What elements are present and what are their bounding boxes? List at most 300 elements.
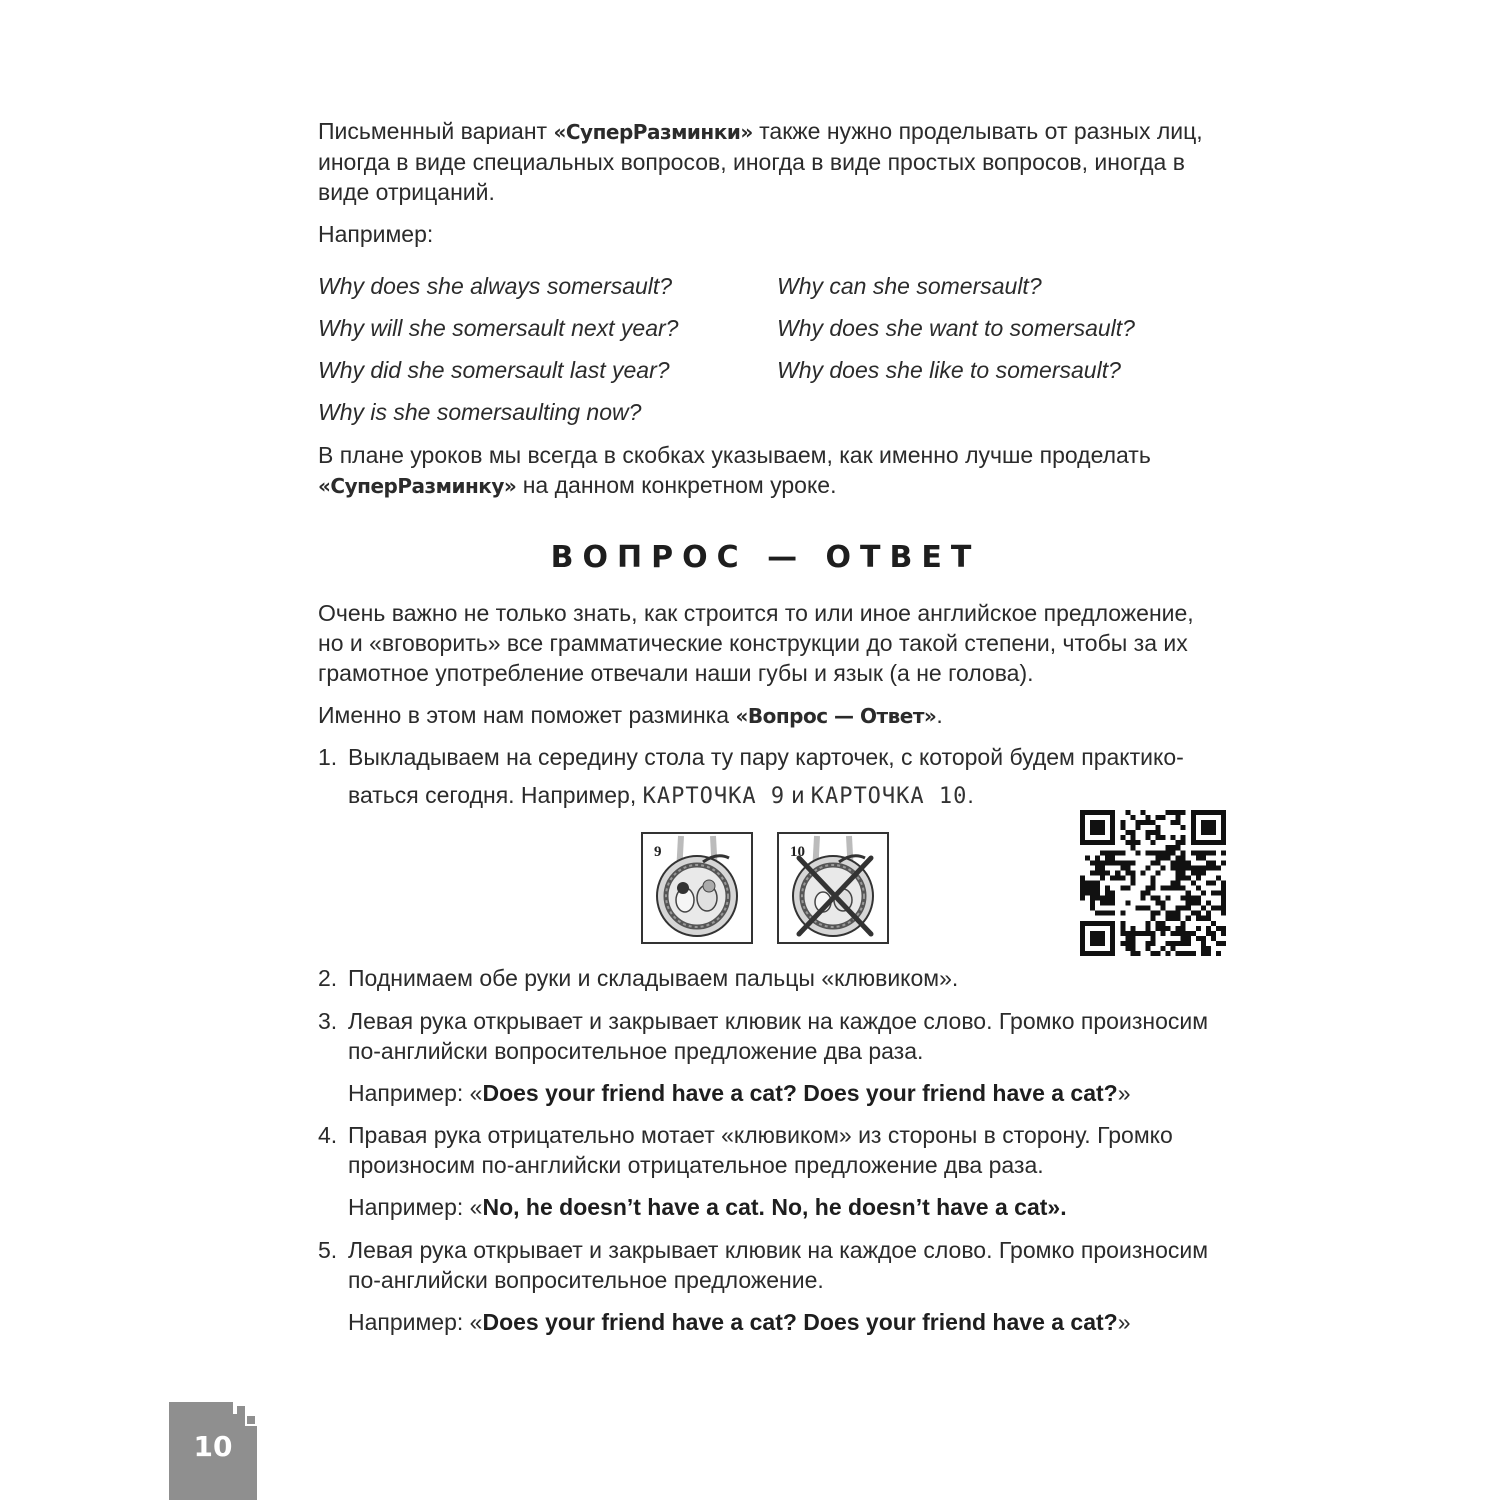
qr-module: [1120, 875, 1125, 880]
qr-module: [1110, 941, 1115, 946]
qr-module: [1196, 865, 1201, 870]
qr-module: [1196, 916, 1201, 921]
qr-module: [1221, 941, 1226, 946]
qr-module: [1181, 875, 1186, 880]
example-label: Например: «: [348, 1309, 483, 1335]
qr-module: [1135, 951, 1140, 956]
intro-importance-paragraph: Очень важно не только знать, как строится то или иное английское предложение, но и «вговорить» все грамматические конструкции до такой степени, чтобы за их грамотное употребление отвечали наши губы и язык (а не голова).: [318, 600, 1194, 686]
qr-module: [1161, 906, 1166, 911]
qr-module: [1221, 835, 1226, 840]
qr-module: [1181, 931, 1186, 936]
qr-module: [1110, 946, 1115, 951]
qr-module: [1125, 840, 1130, 845]
qr-module: [1135, 820, 1140, 825]
qr-module: [1090, 830, 1095, 835]
example-end: »: [1117, 1080, 1131, 1106]
qr-module: [1186, 860, 1191, 865]
qr-module: [1095, 810, 1100, 815]
qr-module: [1115, 870, 1120, 875]
qr-module: [1186, 941, 1191, 946]
qr-module: [1191, 931, 1196, 936]
qr-module: [1110, 835, 1115, 840]
qr-module: [1110, 840, 1115, 845]
qr-module: [1191, 896, 1196, 901]
qr-module: [1191, 830, 1196, 835]
qr-module: [1206, 860, 1211, 865]
qr-module: [1150, 850, 1155, 855]
qr-module: [1100, 896, 1105, 901]
qr-module: [1080, 875, 1085, 880]
qr-module: [1201, 820, 1206, 825]
qr-module: [1100, 830, 1105, 835]
qr-module: [1150, 840, 1155, 845]
qr-module: [1090, 936, 1095, 941]
card-ref-joiner: и: [785, 782, 811, 808]
qr-module: [1211, 931, 1216, 936]
qr-module: [1130, 835, 1135, 840]
qr-module: [1221, 830, 1226, 835]
qr-module: [1221, 820, 1226, 825]
qr-module: [1206, 820, 1211, 825]
qr-module: [1176, 810, 1181, 815]
qr-module: [1080, 936, 1085, 941]
qr-module: [1156, 860, 1161, 865]
brand-super-warmup: «СуперРазминки»: [553, 120, 753, 144]
qr-module: [1125, 860, 1130, 865]
qr-module: [1105, 901, 1110, 906]
example-label: Например: «: [348, 1194, 483, 1220]
qr-module: [1196, 896, 1201, 901]
qr-module: [1181, 810, 1186, 815]
qr-module: [1211, 810, 1216, 815]
qr-module: [1100, 850, 1105, 855]
qr-module: [1221, 860, 1226, 865]
qr-module: [1080, 820, 1085, 825]
qr-module: [1145, 921, 1150, 926]
qr-module: [1150, 820, 1155, 825]
step-number: 1.: [318, 744, 338, 770]
qr-module: [1181, 906, 1186, 911]
qr-module: [1110, 825, 1115, 830]
intro-text-start: Письменный вариант: [318, 118, 554, 144]
example-end: ».: [1047, 1194, 1067, 1220]
qr-module: [1196, 870, 1201, 875]
qr-module: [1095, 855, 1100, 860]
qr-module: [1110, 850, 1115, 855]
qr-module: [1156, 830, 1161, 835]
qr-module: [1120, 941, 1125, 946]
qr-module: [1125, 870, 1130, 875]
qr-module: [1115, 875, 1120, 880]
qr-module: [1115, 860, 1120, 865]
step-3-text: Левая рука открывает и закрывает клювик на каждое слово. Громко произносим по-английски вопросительное предложение два раза.: [348, 1008, 1209, 1064]
step-5-text: Левая рука открывает и закрывает клювик на каждое слово. Громко произносим по-английски вопросительное предложение.: [348, 1237, 1209, 1293]
qr-module: [1095, 891, 1100, 896]
qr-module: [1181, 870, 1186, 875]
qr-module: [1186, 936, 1191, 941]
qr-module: [1156, 926, 1161, 931]
qr-module: [1100, 911, 1105, 916]
qr-module: [1130, 880, 1135, 885]
qr-module: [1181, 855, 1186, 860]
qr-module: [1080, 951, 1085, 956]
qr-module: [1221, 825, 1226, 830]
qr-module: [1130, 845, 1135, 850]
step-4-example: [348, 1192, 1214, 1222]
qr-module: [1156, 901, 1161, 906]
example-left-3: Why did she somersault last year?: [318, 357, 670, 383]
qr-module: [1161, 901, 1166, 906]
qr-module: [1085, 891, 1090, 896]
qr-module: [1221, 911, 1226, 916]
qr-module: [1150, 941, 1155, 946]
qr-module: [1201, 810, 1206, 815]
qr-module: [1206, 865, 1211, 870]
qr-module: [1085, 880, 1090, 885]
qr-module: [1100, 865, 1105, 870]
qr-module: [1206, 931, 1211, 936]
qr-module: [1156, 896, 1161, 901]
qr-module: [1095, 830, 1100, 835]
qr-module: [1181, 850, 1186, 855]
step-number: 3.: [318, 1008, 338, 1034]
qr-module: [1176, 865, 1181, 870]
qr-module: [1140, 870, 1145, 875]
qr-module: [1171, 810, 1176, 815]
qr-module: [1125, 936, 1130, 941]
qr-module: [1120, 820, 1125, 825]
qr-module: [1090, 896, 1095, 901]
qr-module: [1201, 850, 1206, 855]
qr-module: [1150, 860, 1155, 865]
qr-module: [1201, 865, 1206, 870]
qr-module: [1150, 951, 1155, 956]
qr-module: [1110, 896, 1115, 901]
qr-module: [1120, 926, 1125, 931]
qr-module: [1110, 936, 1115, 941]
qr-module: [1156, 911, 1161, 916]
qr-module: [1196, 810, 1201, 815]
card-9-number: 9: [654, 844, 662, 860]
qr-module: [1095, 820, 1100, 825]
qr-module: [1095, 921, 1100, 926]
qr-module: [1161, 931, 1166, 936]
qr-module: [1181, 840, 1186, 845]
qr-module: [1095, 860, 1100, 865]
qr-module: [1105, 891, 1110, 896]
qr-module: [1171, 865, 1176, 870]
qr-module: [1140, 896, 1145, 901]
qr-module: [1211, 865, 1216, 870]
qr-module: [1125, 810, 1130, 815]
qr-module: [1176, 916, 1181, 921]
qr-module: [1191, 865, 1196, 870]
qr-module: [1196, 875, 1201, 880]
qr-module: [1166, 855, 1171, 860]
qr-module: [1105, 951, 1110, 956]
qr-module: [1080, 810, 1085, 815]
qr-module: [1201, 855, 1206, 860]
qr-module: [1090, 825, 1095, 830]
qr-module: [1130, 926, 1135, 931]
qr-module: [1085, 840, 1090, 845]
qr-module: [1145, 865, 1150, 870]
qr-module: [1150, 875, 1155, 880]
qr-module: [1181, 865, 1186, 870]
example-right-3: Why does she like to somersault?: [777, 357, 1121, 383]
qr-module: [1171, 941, 1176, 946]
qr-module: [1105, 886, 1110, 891]
qr-module: [1206, 911, 1211, 916]
qr-module: [1201, 840, 1206, 845]
qr-module: [1171, 911, 1176, 916]
qr-module: [1176, 880, 1181, 885]
qr-module: [1191, 880, 1196, 885]
qr-module: [1100, 820, 1105, 825]
qr-module: [1130, 815, 1135, 820]
qr-module: [1090, 860, 1095, 865]
qr-module: [1221, 810, 1226, 815]
qr-module: [1221, 896, 1226, 901]
qr-module: [1211, 880, 1216, 885]
qr-module: [1115, 850, 1120, 855]
qr-module: [1090, 891, 1095, 896]
qr-module: [1080, 886, 1085, 891]
qr-module: [1130, 875, 1135, 880]
qr-module: [1156, 850, 1161, 855]
qr-module: [1161, 946, 1166, 951]
qr-module: [1171, 916, 1176, 921]
qr-module: [1186, 916, 1191, 921]
example-end: »: [1117, 1309, 1131, 1335]
qr-module: [1176, 951, 1181, 956]
qr-module: [1171, 880, 1176, 885]
qr-module: [1176, 815, 1181, 820]
qr-module: [1216, 906, 1221, 911]
qr-module: [1080, 825, 1085, 830]
qr-module: [1206, 825, 1211, 830]
qr-module: [1161, 835, 1166, 840]
qr-module: [1140, 820, 1145, 825]
qr-module: [1166, 926, 1171, 931]
qr-module: [1196, 936, 1201, 941]
qr-module: [1130, 931, 1135, 936]
qr-module: [1080, 946, 1085, 951]
qr-module: [1090, 880, 1095, 885]
qr-module: [1125, 886, 1130, 891]
qr-module: [1181, 835, 1186, 840]
qr-module: [1080, 815, 1085, 820]
qr-module: [1145, 820, 1150, 825]
qr-module: [1150, 880, 1155, 885]
qr-module: [1090, 870, 1095, 875]
qr-module: [1191, 870, 1196, 875]
qr-module: [1085, 921, 1090, 926]
qr-module: [1100, 921, 1105, 926]
qr-module: [1090, 840, 1095, 845]
qr-module: [1186, 865, 1191, 870]
qr-module: [1125, 901, 1130, 906]
qr-code[interactable]: [1080, 810, 1226, 956]
qr-module: [1095, 865, 1100, 870]
qr-module: [1161, 850, 1166, 855]
qr-module: [1110, 926, 1115, 931]
qr-module: [1176, 875, 1181, 880]
qr-module: [1221, 926, 1226, 931]
qr-module: [1191, 825, 1196, 830]
qr-module: [1090, 820, 1095, 825]
step-1-text: Выкладываем на середину стола ту пару карточек, с которой будем практико-ваться сегодня. Например,: [348, 744, 1184, 808]
qr-module: [1150, 886, 1155, 891]
qr-module: [1130, 946, 1135, 951]
step-1-end: .: [967, 782, 974, 808]
qr-module: [1110, 931, 1115, 936]
qr-module: [1130, 840, 1135, 845]
qr-module: [1206, 810, 1211, 815]
qr-module: [1196, 840, 1201, 845]
qr-module: [1206, 850, 1211, 855]
qr-module: [1186, 951, 1191, 956]
qr-module: [1211, 921, 1216, 926]
qr-module: [1206, 951, 1211, 956]
qr-module: [1110, 911, 1115, 916]
qr-module: [1095, 931, 1100, 936]
step-number: 2.: [318, 965, 338, 991]
qr-module: [1090, 810, 1095, 815]
qr-module: [1206, 926, 1211, 931]
qr-module: [1145, 946, 1150, 951]
qr-module: [1156, 815, 1161, 820]
qr-module: [1156, 825, 1161, 830]
qr-module: [1181, 936, 1186, 941]
card-ref-10: КАРТОЧКА 10: [810, 784, 968, 809]
qr-module: [1211, 825, 1216, 830]
qr-module: [1216, 840, 1221, 845]
warmup-intro-paragraph: [318, 700, 1213, 731]
page-number: 10: [193, 1430, 233, 1463]
qr-module: [1110, 815, 1115, 820]
qr-module: [1125, 941, 1130, 946]
qr-module: [1161, 921, 1166, 926]
qr-module: [1105, 850, 1110, 855]
qr-module: [1206, 830, 1211, 835]
qr-module: [1221, 901, 1226, 906]
qr-module: [1171, 820, 1176, 825]
qr-module: [1156, 835, 1161, 840]
example-right-2: Why does she want to somersault?: [777, 315, 1135, 341]
qr-module: [1221, 880, 1226, 885]
qr-module: [1095, 896, 1100, 901]
qr-module: [1211, 936, 1216, 941]
plan-text-start: В плане уроков мы всегда в скобках указываем, как именно лучше проделать: [318, 442, 1151, 468]
qr-module: [1095, 886, 1100, 891]
example-label: Например: «: [348, 1080, 483, 1106]
step-number: 4.: [318, 1122, 338, 1148]
qr-module: [1110, 921, 1115, 926]
qr-module: [1201, 870, 1206, 875]
qr-module: [1135, 850, 1140, 855]
card-10-image: [777, 832, 889, 944]
qr-module: [1201, 941, 1206, 946]
qr-module: [1191, 810, 1196, 815]
qr-module: [1105, 870, 1110, 875]
qr-module: [1196, 911, 1201, 916]
qr-module: [1161, 855, 1166, 860]
qr-module: [1100, 931, 1105, 936]
qr-module: [1166, 951, 1171, 956]
qr-module: [1085, 886, 1090, 891]
qr-module: [1095, 870, 1100, 875]
qr-module: [1221, 840, 1226, 845]
qr-module: [1161, 886, 1166, 891]
qr-module: [1166, 941, 1171, 946]
qr-module: [1110, 901, 1115, 906]
qr-module: [1201, 825, 1206, 830]
qr-module: [1145, 906, 1150, 911]
step-number: 5.: [318, 1237, 338, 1263]
step-4-text: Правая рука отрицательно мотает «клювиком» из стороны в сторону. Громко произносим по-английски отрицательное предложение два раза.: [348, 1122, 1173, 1178]
qr-module: [1100, 936, 1105, 941]
qr-module: [1100, 951, 1105, 956]
qr-module: [1110, 830, 1115, 835]
qr-module: [1176, 840, 1181, 845]
card-ref-9: КАРТОЧКА 9: [642, 784, 786, 809]
qr-module: [1080, 926, 1085, 931]
qr-module: [1196, 926, 1201, 931]
qr-module: [1196, 886, 1201, 891]
qr-module: [1166, 886, 1171, 891]
qr-module: [1166, 810, 1171, 815]
qr-module: [1156, 855, 1161, 860]
qr-module: [1120, 886, 1125, 891]
qr-module: [1090, 951, 1095, 956]
qr-module: [1110, 855, 1115, 860]
qr-module: [1145, 931, 1150, 936]
qr-module: [1191, 911, 1196, 916]
qr-module: [1211, 906, 1216, 911]
qr-module: [1130, 870, 1135, 875]
qr-module: [1171, 860, 1176, 865]
qr-module: [1105, 896, 1110, 901]
qr-module: [1105, 855, 1110, 860]
example-sentence: No, he doesn’t have a cat. No, he doesn’t have a cat: [482, 1194, 1048, 1220]
qr-module: [1150, 936, 1155, 941]
qr-module: [1105, 921, 1110, 926]
qr-module: [1216, 941, 1221, 946]
qr-module: [1095, 911, 1100, 916]
qr-module: [1221, 891, 1226, 896]
qr-module: [1100, 901, 1105, 906]
qr-module: [1191, 850, 1196, 855]
qr-module: [1120, 825, 1125, 830]
example-sentence: Does your friend have a cat? Does your friend have a cat?: [482, 1309, 1118, 1335]
qr-module: [1221, 931, 1226, 936]
qr-module: [1191, 951, 1196, 956]
qr-module: [1145, 830, 1150, 835]
qr-module: [1206, 946, 1211, 951]
qr-module: [1110, 951, 1115, 956]
qr-module: [1080, 830, 1085, 835]
qr-module: [1090, 921, 1095, 926]
example-right-1: Why can she somersault?: [777, 273, 1042, 299]
qr-module: [1216, 891, 1221, 896]
qr-module: [1211, 820, 1216, 825]
qr-module: [1201, 916, 1206, 921]
example-sentence: Does your friend have a cat? Does your friend have a cat?: [482, 1080, 1118, 1106]
qr-module: [1176, 855, 1181, 860]
qr-module: [1186, 891, 1191, 896]
qr-module: [1166, 850, 1171, 855]
